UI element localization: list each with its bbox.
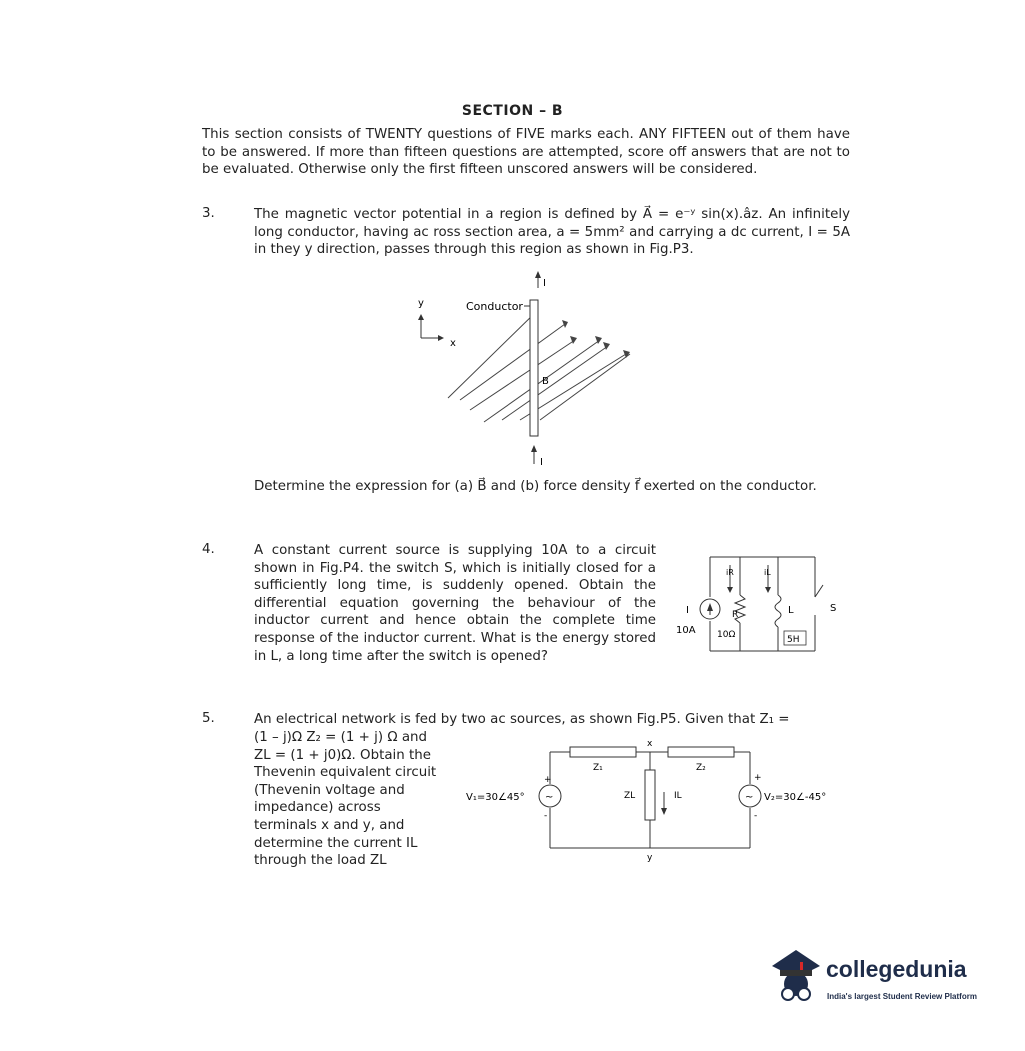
il-label: iL: [764, 568, 771, 577]
v2-minus: -: [754, 811, 758, 821]
ir-label: iR: [726, 568, 734, 577]
axis-y-label: y: [418, 298, 424, 309]
field-arrowheads: [562, 320, 630, 358]
figure-p4: [670, 545, 860, 660]
inductor-value: 5H: [787, 635, 800, 645]
v2-source-icon: ~: [745, 792, 754, 803]
question-number-3: 3.: [202, 206, 215, 221]
z1-label: Z₁: [593, 763, 603, 773]
collegedunia-logo-icon: [766, 944, 826, 1014]
terminal-y-label: y: [647, 853, 653, 863]
question-3-prompt: Determine the expression for (a) B⃗ and (b) force density f⃗ exerted on the conductor.: [254, 479, 817, 494]
v1-label: V₁=30∠45°: [466, 792, 525, 803]
current-label-bottom: I: [540, 457, 543, 468]
question-3-text: The magnetic vector potential in a region is defined by A⃗ = e⁻ʸ sin(x).âz. An infinitely long conductor, having ac ross section area, a = 5mm² and carrying a dc current, I = 5A in they y direction, passes through this region as shown in Fig.P3.: [254, 207, 850, 258]
question-4-text: A constant current source is supplying 10A to a circuit shown in Fig.P4. the switch S, which is initially closed for a sufficiently long time, is suddenly opened. Obtain the differential equation governing the behaviour of the inductor current and hence obtain the complete time response of the inductor current. What is the energy stored in L, a long time after the switch is opened?: [254, 543, 656, 664]
question-5-text: (1 – j)Ω Z₂ = (1 + j) Ω and ZL = (1 + j0)Ω. Obtain the Thevenin equivalent circuit (Thevenin voltage and impedance) across terminals x and y, and determine the current IL through the load ZL: [254, 730, 437, 869]
resistor-label: R: [732, 610, 739, 620]
zl-label: ZL: [624, 791, 636, 801]
v1-minus: -: [544, 811, 548, 821]
conductor-label: Conductor: [466, 300, 523, 313]
v2-plus: +: [754, 773, 762, 783]
il-current-label: IL: [674, 791, 682, 801]
section-heading: SECTION – B: [461, 103, 564, 119]
axis-x-label: x: [450, 338, 456, 349]
switch-label: S: [830, 603, 837, 614]
resistor-value: 10Ω: [717, 630, 736, 640]
question-number-5: 5.: [202, 711, 215, 726]
current-label-top: I: [543, 278, 546, 289]
terminal-x-label: x: [647, 739, 653, 749]
question-5-text-line1: An electrical network is fed by two ac sources, as shown Fig.P5. Given that Z₁ =: [254, 712, 790, 727]
section-instructions: This section consists of TWENTY questions of FIVE marks each. ANY FIFTEEN out of them have to be answered. If more than fifteen questions are attempted, score off answers that are not to be evaluated. Otherwise only the first fifteen unscored answers will be considered.: [202, 127, 850, 178]
source-value: 10A: [676, 625, 696, 636]
inductor-label: L: [788, 605, 794, 616]
field-b-label: B: [542, 376, 549, 387]
v1-source-icon: ~: [545, 792, 554, 803]
v1-plus: +: [544, 775, 552, 785]
logo-tagline: India's largest Student Review Platform: [827, 992, 977, 1001]
figure-p5: [460, 734, 840, 864]
source-label: I: [686, 605, 689, 616]
field-lines: [448, 310, 630, 422]
question-number-4: 4.: [202, 542, 215, 557]
z2-label: Z₂: [696, 763, 706, 773]
logo-wordmark: collegedunia: [826, 956, 967, 982]
conductor: [530, 300, 538, 436]
figure-p3: [390, 270, 670, 470]
v2-label: V₂=30∠-45°: [764, 792, 827, 803]
